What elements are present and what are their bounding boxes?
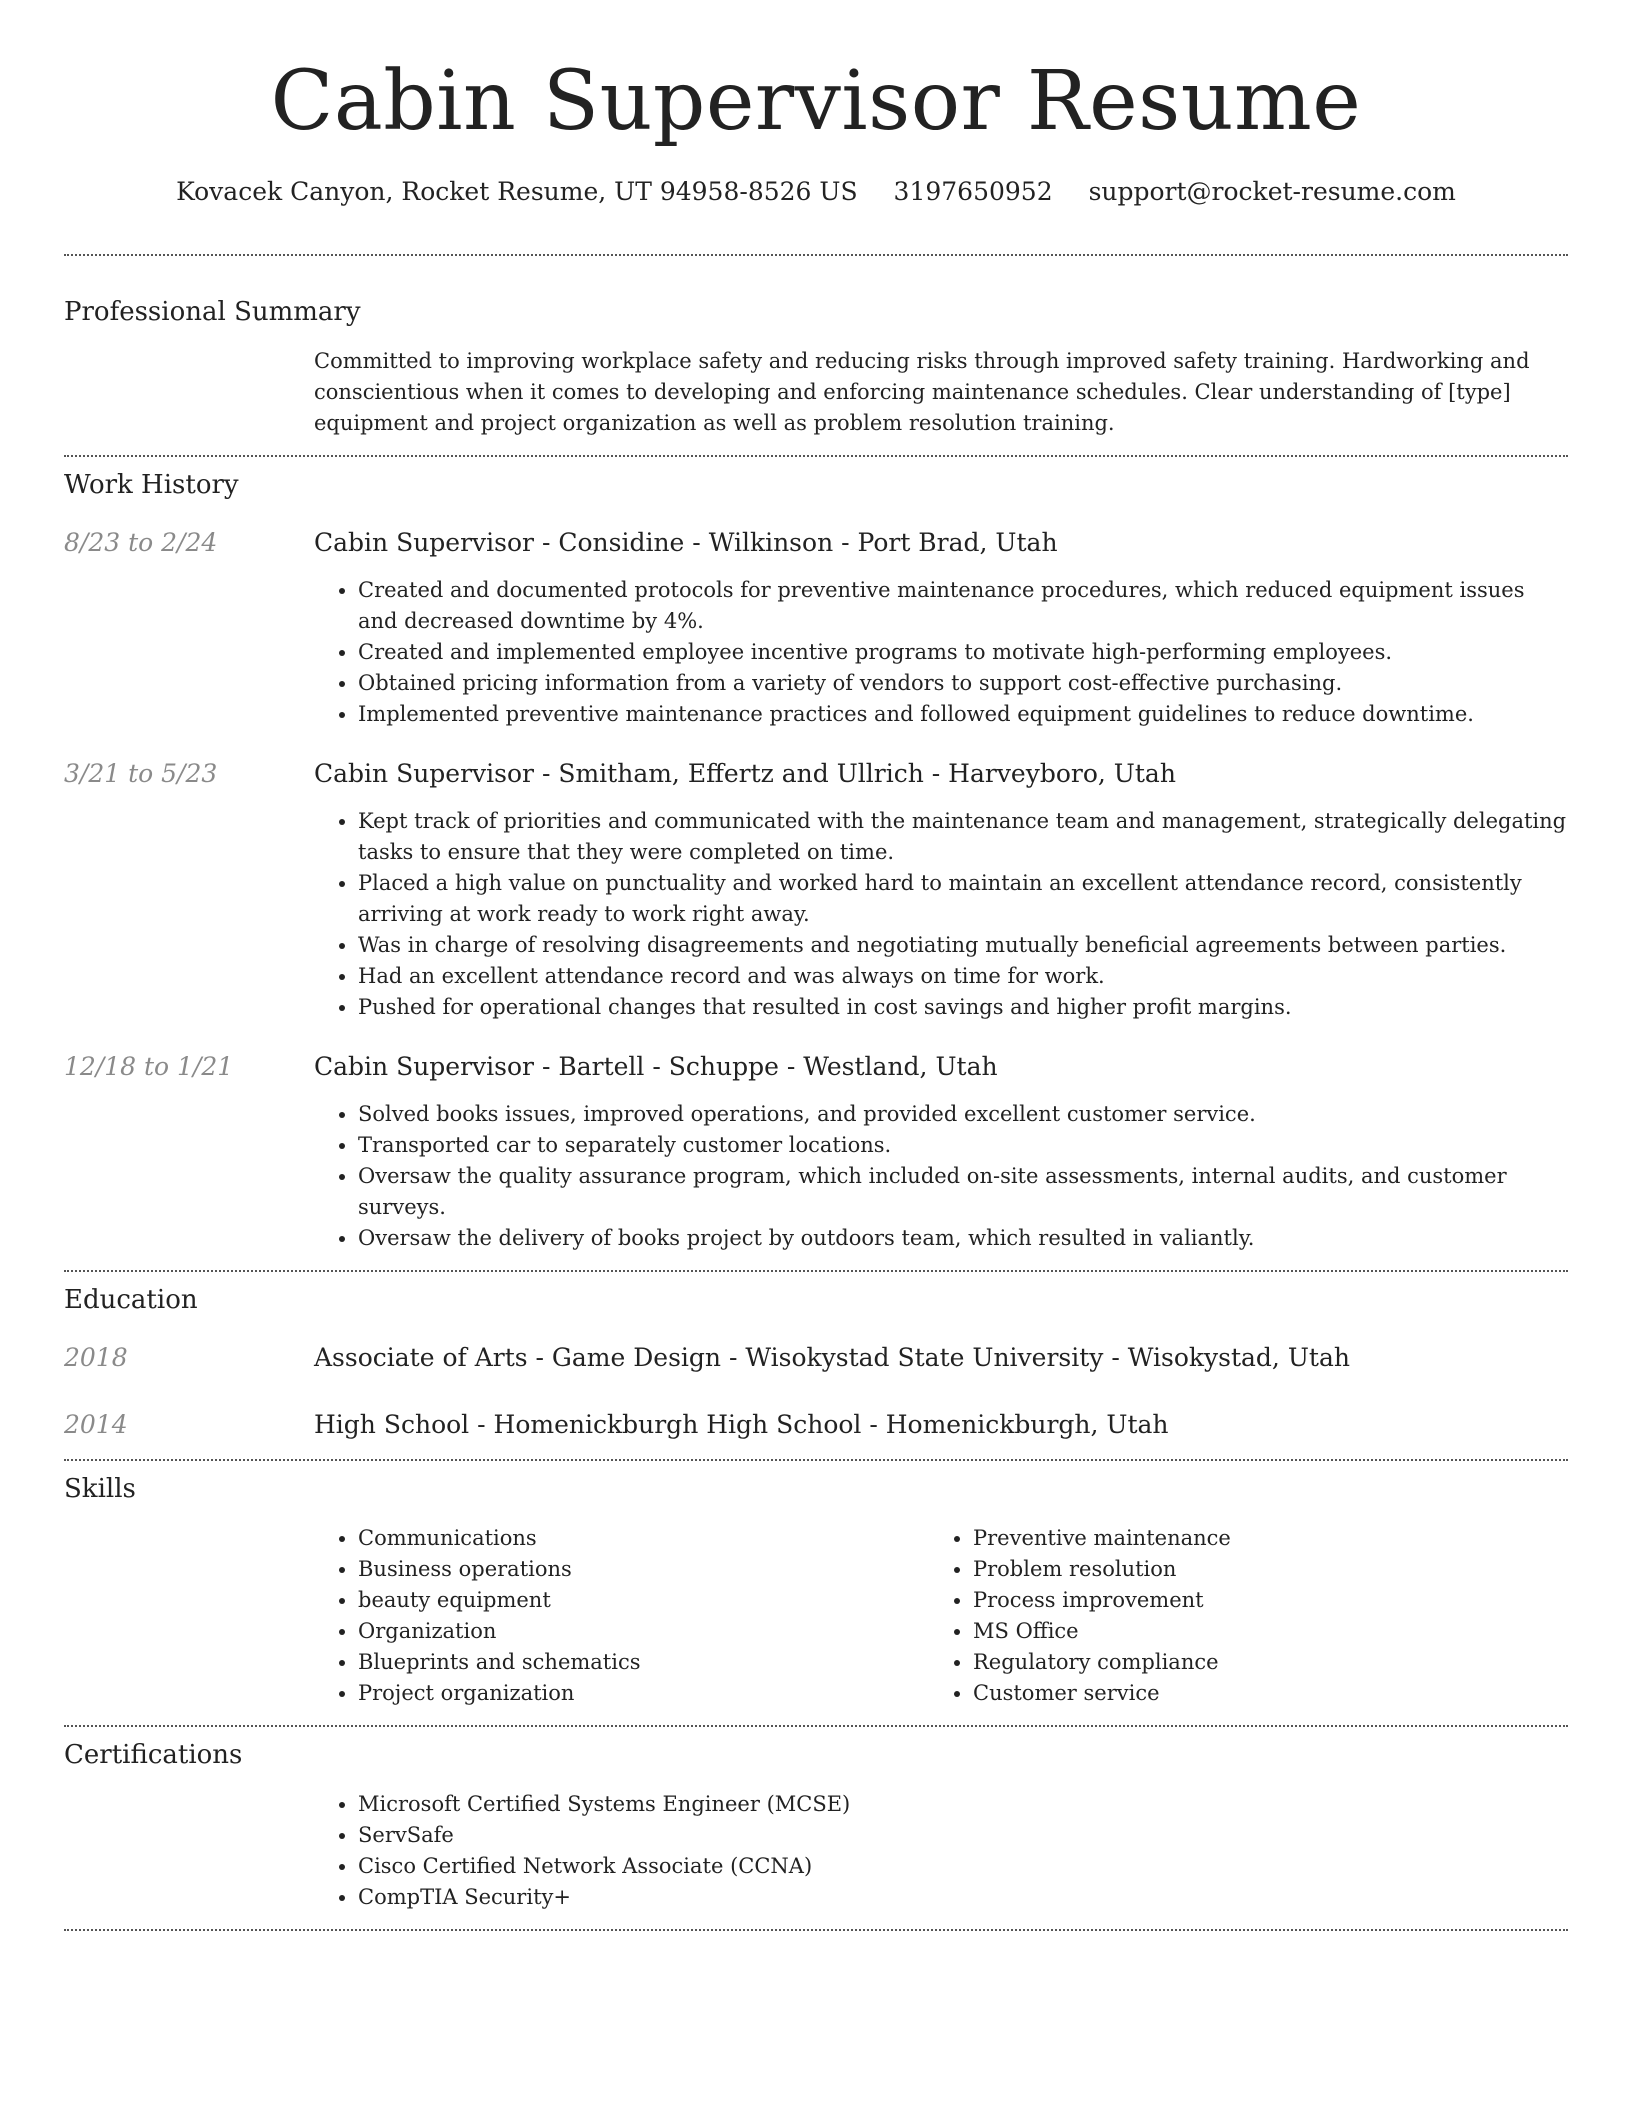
certifications-list <box>314 1789 1568 1913</box>
skill-item: • Communications <box>358 1523 929 1554</box>
skill-item: • beauty equipment <box>358 1585 929 1616</box>
skill-item: • Blueprints and schematics <box>358 1647 929 1678</box>
job-title: Cabin Supervisor - Bartell - Schuppe - Westland, Utah <box>314 1052 998 1081</box>
skill-item: • Business operations <box>358 1554 929 1585</box>
contact-address: Kovacek Canyon, Rocket Resume, UT 94958-8526 US <box>176 177 858 206</box>
job-bullet: • Oversaw the quality assurance program, which included on-site assessments, internal audits, and customer surveys. <box>358 1161 1568 1223</box>
skills-column-1 <box>314 1523 929 1709</box>
summary-section <box>64 294 1568 439</box>
education-entry <box>64 1407 1568 1443</box>
job-details <box>314 525 1568 730</box>
job-bullet: • Placed a high value on punctuality and worked hard to maintain an excellent attendance record, consistently arriving at work ready to work right away. <box>358 868 1568 930</box>
skills-column-2 <box>929 1523 1568 1709</box>
summary-divider <box>64 455 1568 457</box>
summary-heading: Professional Summary <box>64 297 361 327</box>
education-details <box>314 1340 1568 1376</box>
job-bullet: • Obtained pricing information from a variety of vendors to support cost-effective purchasing. <box>358 668 1568 699</box>
education-divider <box>64 1459 1568 1461</box>
work-history-heading: Work History <box>64 470 239 500</box>
job-title: Cabin Supervisor - Considine - Wilkinson - Port Brad, Utah <box>314 528 1058 557</box>
job-dates: 12/18 to 1/21 <box>64 1052 234 1081</box>
skills-column-2-list <box>929 1523 1568 1709</box>
job-bullet: • Implemented preventive maintenance practices and followed equipment guidelines to reduce downtime. <box>358 699 1568 730</box>
education-school: - Wisokystad State University - Wisokystad, Utah <box>721 1343 1350 1372</box>
job-bullet: • Transported car to separately customer locations. <box>358 1130 1568 1161</box>
skills-heading: Skills <box>64 1474 136 1504</box>
job-bullet: • Created and documented protocols for preventive maintenance procedures, which reduced equipment issues and decreased downtime by 4%. <box>358 575 1568 637</box>
certification-item: • CompTIA Security+ <box>358 1882 1568 1913</box>
job-title: Cabin Supervisor - Smitham, Effertz and Ullrich - Harveyboro, Utah <box>314 759 1176 788</box>
certification-item: • ServSafe <box>358 1820 1568 1851</box>
job-bullets <box>314 575 1568 730</box>
education-heading: Education <box>64 1285 198 1315</box>
skill-item: • Project organization <box>358 1678 929 1709</box>
certification-item: • Microsoft Certified Systems Engineer (MCSE) <box>358 1789 1568 1820</box>
skills-list <box>314 1523 1568 1709</box>
education-school: - Homenickburgh High School - Homenickburgh, Utah <box>469 1410 1169 1439</box>
skill-item: • Organization <box>358 1616 929 1647</box>
education-degree: Associate of Arts - Game Design <box>314 1343 722 1372</box>
job-bullets <box>314 806 1568 1023</box>
job-bullet: • Pushed for operational changes that resulted in cost savings and higher profit margins. <box>358 992 1568 1023</box>
header-divider <box>64 254 1568 256</box>
job-bullet: • Was in charge of resolving disagreements and negotiating mutually beneficial agreements between parties. <box>358 930 1568 961</box>
skill-item: • MS Office <box>973 1616 1568 1647</box>
work-history-section <box>64 467 1568 1254</box>
contact-email: support@rocket-resume.com <box>1088 177 1456 206</box>
job-bullet: • Oversaw the delivery of books project by outdoors team, which resulted in valiantly. <box>358 1223 1568 1254</box>
job-bullet: • Created and implemented employee incentive programs to motivate high-performing employees. <box>358 637 1568 668</box>
education-section <box>64 1282 1568 1443</box>
certifications-section <box>64 1737 1568 1913</box>
education-details <box>314 1407 1568 1443</box>
education-degree: High School <box>314 1410 470 1439</box>
skill-item: • Problem resolution <box>973 1554 1568 1585</box>
skills-divider <box>64 1725 1568 1727</box>
resume-title: Cabin Supervisor Resume <box>270 54 1362 149</box>
certification-item: • Cisco Certified Network Associate (CCNA) <box>358 1851 1568 1882</box>
job-bullets <box>314 1099 1568 1254</box>
certifications-divider <box>64 1929 1568 1931</box>
job-bullet: • Kept track of priorities and communicated with the maintenance team and management, strategically delegating tasks to ensure that they were completed on time. <box>358 806 1568 868</box>
contact-line <box>64 174 1568 210</box>
skill-item: • Regulatory compliance <box>973 1647 1568 1678</box>
contact-phone: 3197650952 <box>893 177 1053 206</box>
skill-item: • Process improvement <box>973 1585 1568 1616</box>
job-entry <box>64 756 1568 1023</box>
job-dates: 3/21 to 5/23 <box>64 759 218 788</box>
job-dates: 8/23 to 2/24 <box>64 528 218 557</box>
job-entry <box>64 1049 1568 1254</box>
summary-text: Committed to improving workplace safety and reducing risks through improved safety training. Hardworking and conscientious when it comes to developing and enforcing maintenance schedules. Clear understanding of [type] equipment and project organization as well as problem resolution training. <box>314 349 1530 435</box>
job-entry <box>64 525 1568 730</box>
skills-column-1-list <box>314 1523 929 1709</box>
skill-item: • Preventive maintenance <box>973 1523 1568 1554</box>
skill-item: • Customer service <box>973 1678 1568 1709</box>
education-year: 2018 <box>64 1343 128 1372</box>
work-history-divider <box>64 1270 1568 1272</box>
education-year: 2014 <box>64 1410 128 1439</box>
skills-section <box>64 1471 1568 1709</box>
education-entry <box>64 1340 1568 1376</box>
certifications-heading: Certifications <box>64 1740 243 1770</box>
job-details <box>314 1049 1568 1254</box>
job-bullet: • Solved books issues, improved operations, and provided excellent customer service. <box>358 1099 1568 1130</box>
job-details <box>314 756 1568 1023</box>
job-bullet: • Had an excellent attendance record and was always on time for work. <box>358 961 1568 992</box>
